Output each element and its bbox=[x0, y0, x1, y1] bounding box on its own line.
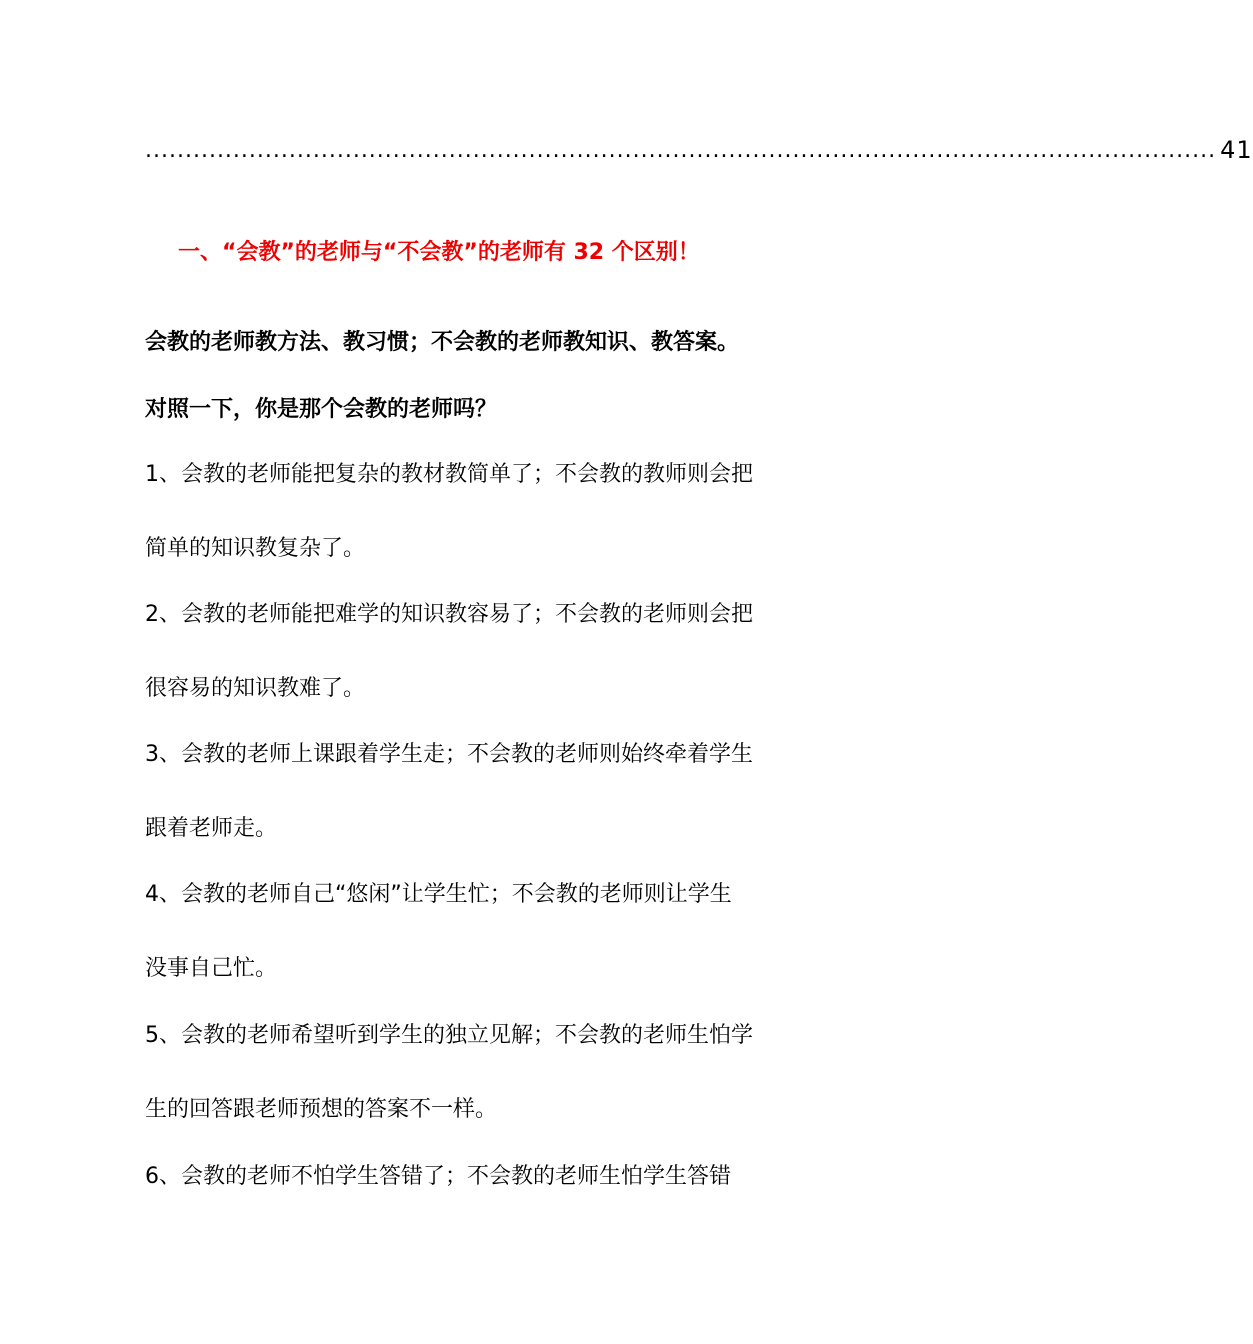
intro-line-2: 对照一下，你是那个会教的老师吗？ bbox=[145, 397, 498, 422]
toc-entry bbox=[145, 134, 1253, 166]
item-6-line-1: 6、会教的老师不怕学生答错了；不会教的老师生怕学生答错 bbox=[145, 1164, 731, 1189]
item-4-line-2: 没事自己忙。 bbox=[145, 956, 278, 981]
intro-line-1: 会教的老师教方法、教习惯；不会教的老师教知识、教答案。 bbox=[145, 330, 740, 355]
item-3-line-2: 跟着老师走。 bbox=[145, 816, 278, 841]
item-2-line-2: 很容易的知识教难了。 bbox=[145, 676, 366, 701]
item-5-line-1: 5、会教的老师希望听到学生的独立见解；不会教的老师生怕学 bbox=[145, 1023, 753, 1048]
item-1-line-1: 1、会教的老师能把复杂的教材教简单了；不会教的教师则会把 bbox=[145, 462, 753, 487]
item-3-line-1: 3、会教的老师上课跟着学生走；不会教的老师则始终牵着学生 bbox=[145, 742, 753, 767]
item-1-line-2: 简单的知识教复杂了。 bbox=[145, 536, 366, 561]
item-5-line-2: 生的回答跟老师预想的答案不一样。 bbox=[145, 1097, 498, 1122]
toc-page-number: 41 bbox=[1220, 136, 1253, 164]
item-2-line-1: 2、会教的老师能把难学的知识教容易了；不会教的老师则会把 bbox=[145, 602, 753, 627]
toc-leader-dots: ...................................................................................................................................... bbox=[145, 137, 1217, 163]
item-4-line-1: 4、会教的老师自己“悠闲”让学生忙；不会教的老师则让学生 bbox=[145, 882, 732, 907]
section-heading: 一、“会教”的老师与“不会教”的老师有 32 个区别！ bbox=[178, 240, 700, 265]
